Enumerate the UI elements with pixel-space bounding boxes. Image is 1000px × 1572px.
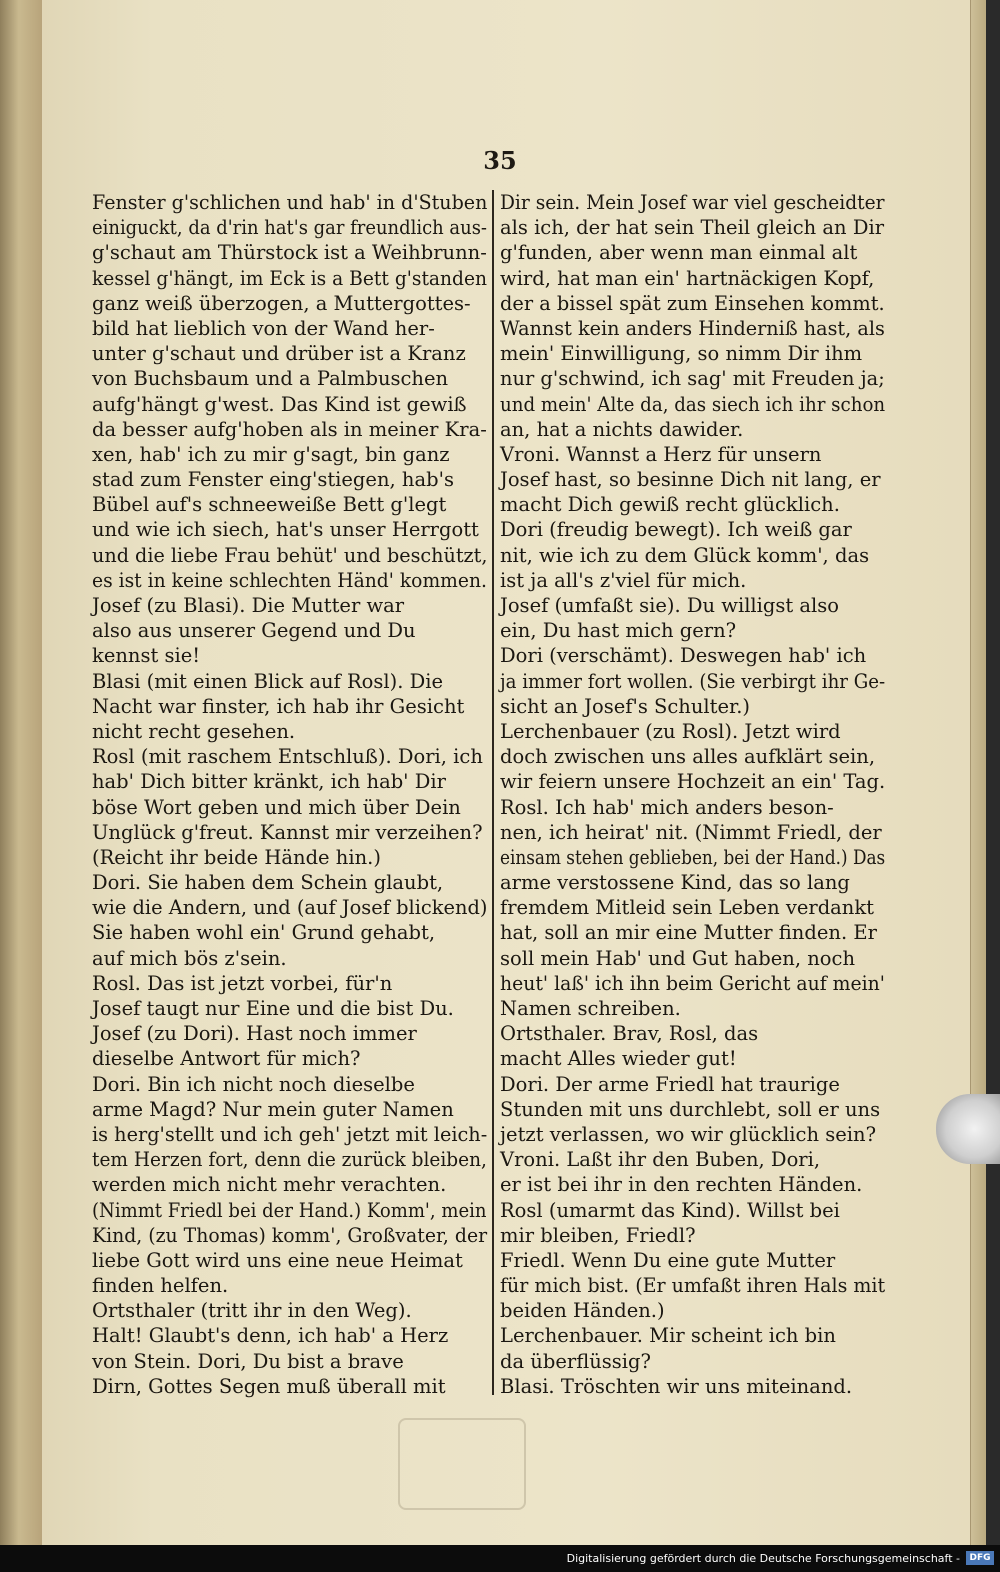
text-line: (Nimmt Friedl bei der Hand.) Komm', mein	[92, 1198, 487, 1222]
text-line: (Reicht ihr beide Hände hin.)	[92, 845, 381, 869]
text-line: Dori. Sie haben dem Schein glaubt,	[92, 871, 444, 895]
text-line: Dori. Der arme Friedl hat traurige	[500, 1072, 840, 1096]
text-line: nit, wie ich zu dem Glück komm', das	[500, 543, 870, 567]
text-line: Dirn, Gottes Segen muß überall mit	[92, 1374, 446, 1398]
page-edge	[970, 0, 987, 1545]
text-line: von Buchsbaum und a Palmbuschen	[92, 367, 449, 391]
footer-credit: Digitalisierung gefördert durch die Deutsche Forschungsgemeinschaft -	[566, 1552, 960, 1565]
text-line: macht Alles wieder gut!	[500, 1047, 737, 1071]
text-line: doch zwischen uns alles aufklärt sein,	[500, 745, 876, 769]
text-line: arme verstossene Kind, das so lang	[500, 871, 850, 895]
scan-border	[986, 0, 1000, 1545]
previous-page-edge	[0, 0, 44, 1545]
text-line: Lerchenbauer (zu Rosl). Jetzt wird	[500, 719, 841, 743]
text-line: und wie ich siech, hat's unser Herrgott	[92, 518, 479, 542]
text-line: xen, hab' ich zu mir g'sagt, bin ganz	[92, 442, 450, 466]
text-line: bild hat lieblich von der Wand her-	[92, 316, 435, 340]
text-line: Josef (zu Dori). Hast noch immer	[92, 1022, 417, 1046]
text-line: kessel g'hängt, im Eck is a Bett g'standen	[92, 266, 488, 290]
text-line: Vroni. Wannst a Herz für unsern	[500, 442, 822, 466]
text-line: einsam stehen geblieben, bei der Hand.) Das	[500, 845, 886, 869]
text-line: Rosl. Das ist jetzt vorbei, für'n	[92, 971, 393, 995]
text-line: Ortsthaler (tritt ihr in den Weg).	[92, 1299, 412, 1323]
text-line: er ist bei ihr in den rechten Händen.	[500, 1173, 863, 1197]
column-divider	[492, 190, 494, 1395]
text-line: wie die Andern, und (auf Josef blickend)	[92, 896, 488, 920]
text-line: Dori. Bin ich nicht noch dieselbe	[92, 1072, 415, 1096]
text-line: nicht recht gesehen.	[92, 719, 296, 743]
text-line: g'schaut am Thürstock ist a Weihbrunn-	[92, 241, 487, 265]
text-line: Halt! Glaubt's denn, ich hab' a Herz	[92, 1324, 449, 1348]
text-line: Bübel auf's schneeweiße Bett g'legt	[92, 493, 447, 517]
text-line: Blasi (mit einen Blick auf Rosl). Die	[92, 669, 444, 693]
text-line: Dori (verschämt). Deswegen hab' ich	[500, 644, 867, 668]
text-line: ganz weiß überzogen, a Muttergottes-	[92, 291, 471, 315]
text-line: nen, ich heirat' nit. (Nimmt Friedl, der	[500, 820, 882, 844]
text-line: also aus unserer Gegend und Du	[92, 619, 416, 643]
text-line: sicht an Josef's Schulter.)	[500, 694, 751, 718]
text-line: jetzt verlassen, wo wir glücklich sein?	[500, 1122, 877, 1146]
text-line: Ortsthaler. Brav, Rosl, das	[500, 1022, 759, 1046]
text-line: Dir sein. Mein Josef war viel gescheidter	[500, 191, 885, 214]
text-line: mein' Einwilligung, so nimm Dir ihm	[500, 342, 863, 366]
text-line: unter g'schaut und drüber ist a Kranz	[92, 342, 466, 366]
text-line: Friedl. Wenn Du eine gute Mutter	[500, 1248, 836, 1272]
text-line: Namen schreiben.	[500, 997, 681, 1020]
text-line: hab' Dich bitter kränkt, ich hab' Dir	[92, 770, 446, 794]
text-line: Josef (zu Blasi). Die Mutter war	[92, 594, 405, 617]
text-line: Rosl (mit raschem Entschluß). Dori, ich	[92, 745, 483, 769]
text-line: nur g'schwind, ich sag' mit Freuden ja;	[500, 367, 885, 391]
footer-bar	[0, 1545, 1000, 1572]
text-line: Rosl (umarmt das Kind). Willst bei	[500, 1198, 840, 1222]
text-line: hat, soll an mir eine Mutter finden. Er	[500, 921, 877, 945]
library-stamp	[398, 1418, 526, 1510]
text-line: heut' laß' ich ihn beim Gericht auf mein'	[500, 971, 885, 995]
text-line: stad zum Fenster eing'stiegen, hab's	[92, 468, 454, 492]
text-line: liebe Gott wird uns eine neue Heimat	[92, 1248, 463, 1272]
text-line: Josef hast, so besinne Dich nit lang, er	[500, 468, 881, 492]
text-line: Stunden mit uns durchlebt, soll er uns	[500, 1097, 881, 1121]
text-line: Fenster g'schlichen und hab' in d'Stuben	[92, 191, 488, 214]
text-line: Kind, (zu Thomas) komm', Großvater, der	[92, 1223, 488, 1247]
text-line: Wannst kein anders Hinderniß hast, als	[500, 316, 885, 340]
text-line: Blasi. Tröschten wir uns miteinand.	[500, 1374, 853, 1398]
text-line: aufg'hängt g'west. Das Kind ist gewiß	[92, 392, 467, 416]
page-clip	[936, 1094, 1000, 1164]
text-line: Josef taugt nur Eine und die bist Du.	[92, 997, 454, 1020]
text-line: Unglück g'freut. Kannst mir verzeihen?	[92, 820, 483, 844]
text-line: arme Magd? Nur mein guter Namen	[92, 1097, 454, 1121]
text-line: wird, hat man ein' hartnäckigen Kopf,	[500, 266, 875, 290]
text-line: Josef (umfaßt sie). Du willigst also	[500, 594, 840, 617]
text-line: ist ja all's z'viel für mich.	[500, 568, 747, 592]
text-line: da überflüssig?	[500, 1349, 651, 1373]
text-line: von Stein. Dori, Du bist a brave	[92, 1349, 404, 1373]
text-line: werden mich nicht mehr verachten.	[92, 1173, 447, 1197]
text-line: es ist in keine schlechten Händ' kommen.	[92, 568, 487, 592]
text-line: dieselbe Antwort für mich?	[92, 1047, 361, 1071]
text-line: kennst sie!	[92, 644, 201, 668]
text-line: Dori (freudig bewegt). Ich weiß gar	[500, 518, 852, 542]
text-line: da besser aufg'hoben als in meiner Kra-	[92, 417, 487, 441]
text-line: soll mein Hab' und Gut haben, noch	[500, 946, 856, 970]
text-line: Nacht war finster, ich hab ihr Gesicht	[92, 694, 465, 718]
page-number: 35	[483, 146, 517, 175]
left-text-column	[92, 190, 487, 1399]
text-line: der a bissel spät zum Einsehen kommt.	[500, 291, 885, 315]
text-line: an, hat a nichts dawider.	[500, 417, 744, 441]
text-line: ja immer fort wollen. (Sie verbirgt ihr Ge-	[500, 669, 886, 693]
text-line: g'funden, aber wenn man einmal alt	[500, 241, 858, 265]
text-line: mir bleiben, Friedl?	[500, 1223, 696, 1247]
text-line: böse Wort geben und mich über Dein	[92, 795, 461, 819]
text-line: tem Herzen fort, denn die zurück bleiben,	[92, 1148, 487, 1172]
text-line: Sie haben wohl ein' Grund gehabt,	[92, 921, 436, 945]
text-line: Lerchenbauer. Mir scheint ich bin	[500, 1324, 836, 1348]
text-line: macht Dich gewiß recht glücklich.	[500, 493, 840, 517]
text-line: als ich, der hat sein Theil gleich an Dir	[500, 216, 885, 240]
text-line: für mich bist. (Er umfaßt ihren Hals mit	[500, 1274, 886, 1298]
text-line: finden helfen.	[92, 1274, 229, 1298]
text-line: Vroni. Laßt ihr den Buben, Dori,	[500, 1148, 821, 1172]
text-line: Rosl. Ich hab' mich anders beson-	[500, 795, 834, 819]
text-line: ein, Du hast mich gern?	[500, 619, 737, 643]
text-line: und die liebe Frau behüt' und beschützt,	[92, 543, 488, 567]
right-text-column	[500, 190, 885, 1399]
text-line: einiguckt, da d'rin hat's gar freundlich aus-	[92, 216, 488, 240]
text-line: wir feiern unsere Hochzeit an ein' Tag.	[500, 770, 886, 794]
dfg-logo-icon: DFG	[966, 1551, 994, 1565]
text-line: und mein' Alte da, das siech ich ihr schon	[500, 392, 886, 416]
text-line: fremdem Mitleid sein Leben verdankt	[500, 896, 875, 920]
text-line: is herg'stellt und ich geh' jetzt mit leich-	[92, 1122, 488, 1146]
text-line: auf mich bös z'sein.	[92, 946, 287, 970]
text-line: beiden Händen.)	[500, 1299, 665, 1323]
